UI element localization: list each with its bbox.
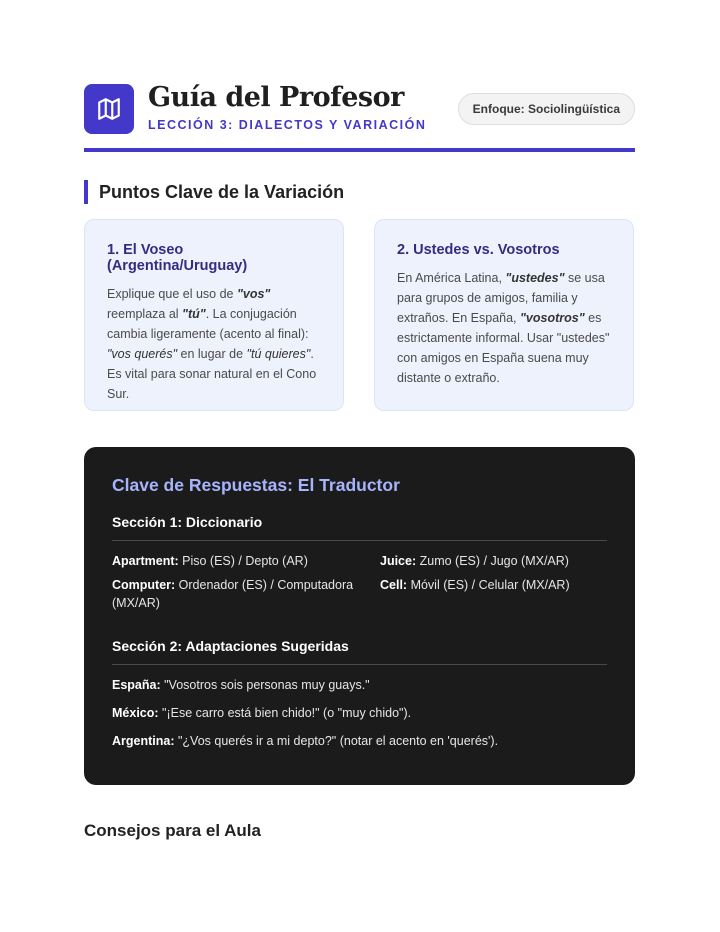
adaptation-item: México: "¡Ese carro está bien chido!" (o "muy chido").	[112, 706, 412, 720]
header-divider	[84, 148, 635, 152]
dictionary-grid	[112, 552, 607, 612]
section2-heading: Sección 2: Adaptaciones Sugeridas	[112, 638, 607, 665]
page-title: Guía del Profesor	[148, 82, 404, 113]
map-icon	[84, 84, 134, 134]
card-title: 1. El Voseo (Argentina/Uruguay)	[107, 242, 248, 274]
section1-heading: Sección 1: Diccionario	[112, 514, 607, 541]
focus-badge: Enfoque: Sociolingüística	[458, 93, 635, 125]
dictionary-item: Juice: Zumo (ES) / Jugo (MX/AR)	[380, 554, 569, 568]
ustedes-card	[374, 219, 634, 411]
card-body: Explique que el uso de "vos" reemplaza al "tú". La conjugación cambia ligeramente (acento al final): "vos querés" en lugar de "tú quieres". Es vital para sonar natural en el Cono Sur.	[107, 287, 317, 401]
adaptation-item: España: "Vosotros sois personas muy guays."	[112, 678, 370, 692]
card-title: 2. Ustedes vs. Vosotros	[397, 242, 560, 258]
dictionary-item: Apartment: Piso (ES) / Depto (AR)	[112, 554, 308, 568]
voseo-card	[84, 219, 344, 411]
dictionary-item: Cell: Móvil (ES) / Celular (MX/AR)	[380, 578, 570, 592]
tips-heading: Consejos para el Aula	[84, 821, 261, 840]
key-points-heading: Puntos Clave de la Variación	[84, 180, 344, 204]
answer-key-title: Clave de Respuestas: El Traductor	[112, 475, 400, 495]
dictionary-item: Computer: Ordenador (ES) / Computadora (MX/AR)	[112, 578, 354, 610]
card-body: En América Latina, "ustedes" se usa para grupos de amigos, familia y extraños. En España, "vosotros" es estrictamente informal. Usar "ustedes" con amigos en España suena muy distante o extraño.	[397, 271, 610, 385]
header	[84, 84, 635, 152]
lesson-subtitle: LECCIÓN 3: DIALECTOS Y VARIACIÓN	[148, 118, 427, 132]
document-page	[84, 82, 635, 840]
answer-key-panel	[84, 447, 635, 785]
adaptation-item: Argentina: "¿Vos querés ir a mi depto?" (notar el acento en 'querés').	[112, 734, 499, 748]
